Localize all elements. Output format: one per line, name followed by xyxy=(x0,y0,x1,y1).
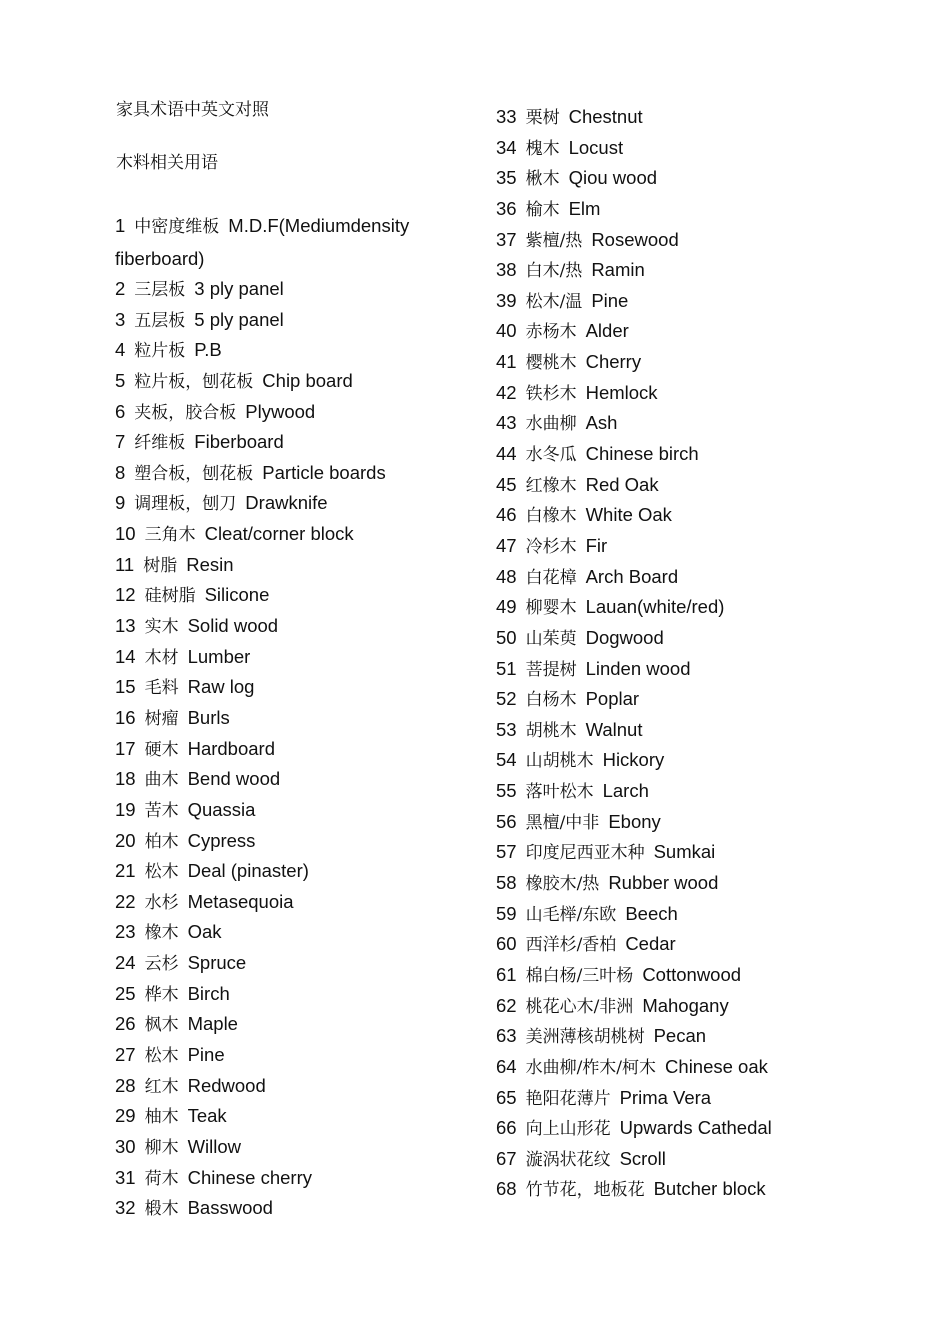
term-number: 44 xyxy=(496,443,517,465)
term-item xyxy=(115,550,455,581)
term-item xyxy=(115,979,455,1010)
term-item xyxy=(496,531,826,562)
term-item xyxy=(496,408,826,439)
term-item xyxy=(115,1009,455,1040)
term-number: 22 xyxy=(115,890,136,912)
term-item xyxy=(115,1132,455,1163)
term-number: 40 xyxy=(496,320,517,342)
term-chinese: 柳婴木 xyxy=(525,598,577,619)
term-item xyxy=(496,316,826,347)
term-item xyxy=(496,439,826,470)
term-english: P.B xyxy=(194,339,222,361)
term-number: 18 xyxy=(115,768,136,790)
term-english: Sumkai xyxy=(653,841,716,863)
term-item xyxy=(496,623,826,654)
term-number: 52 xyxy=(496,688,517,710)
term-english: Birch xyxy=(187,982,230,1004)
term-item xyxy=(115,1193,455,1224)
term-english: Chinese oak xyxy=(665,1055,768,1077)
term-english: Walnut xyxy=(585,718,643,740)
term-chinese: 印度尼西亚木种 xyxy=(525,843,645,864)
term-item xyxy=(115,856,455,887)
term-number: 65 xyxy=(496,1086,517,1108)
term-item xyxy=(496,500,826,531)
term-number: 33 xyxy=(496,106,517,127)
term-chinese: 粒片板，刨花板 xyxy=(134,371,254,392)
term-item xyxy=(115,580,455,611)
term-chinese: 冷杉木 xyxy=(525,536,577,557)
term-chinese: 樱桃木 xyxy=(525,353,577,374)
term-item xyxy=(115,703,455,734)
term-item xyxy=(496,194,826,225)
term-chinese: 纤维板 xyxy=(134,433,186,454)
term-english: Linden wood xyxy=(585,657,691,679)
term-english: Solid wood xyxy=(187,615,279,637)
term-chinese: 柏木 xyxy=(144,831,179,852)
term-number: 1 xyxy=(115,215,126,236)
term-chinese: 椴木 xyxy=(144,1199,179,1220)
term-number: 17 xyxy=(115,737,136,759)
term-chinese: 水曲柳/柞木/柯木 xyxy=(525,1057,657,1078)
term-chinese: 苦木 xyxy=(144,800,179,821)
term-chinese: 菩提树 xyxy=(525,659,577,680)
term-english: Cypress xyxy=(187,829,256,851)
term-chinese: 山毛榉/东欧 xyxy=(525,904,617,925)
term-english: Silicone xyxy=(204,584,270,606)
term-number: 35 xyxy=(496,167,517,189)
term-chinese: 白杨木 xyxy=(525,690,577,711)
term-chinese: 榆木 xyxy=(525,199,560,220)
term-chinese: 松木 xyxy=(144,1046,179,1067)
term-item xyxy=(496,1083,826,1114)
term-item xyxy=(496,1144,826,1175)
term-item xyxy=(496,1021,826,1052)
term-number: 48 xyxy=(496,565,517,587)
term-english: Mahogany xyxy=(642,994,729,1016)
term-item xyxy=(496,745,826,776)
term-item xyxy=(496,562,826,593)
term-chinese: 毛料 xyxy=(144,678,179,699)
term-english: Chestnut xyxy=(568,106,643,127)
term-chinese: 木材 xyxy=(144,647,179,668)
term-number: 41 xyxy=(496,351,517,373)
term-english: Basswood xyxy=(187,1197,273,1219)
term-chinese: 水曲柳 xyxy=(525,414,577,435)
term-chinese: 橡木 xyxy=(144,923,179,944)
term-chinese: 柳木 xyxy=(144,1137,179,1158)
term-number: 45 xyxy=(496,473,517,495)
term-item xyxy=(496,1174,826,1205)
term-chinese: 紫檀/热 xyxy=(525,230,583,251)
term-chinese: 桃花心木/非洲 xyxy=(525,996,634,1017)
term-number: 6 xyxy=(115,400,126,422)
term-number: 2 xyxy=(115,278,126,299)
term-number: 5 xyxy=(115,369,126,391)
term-item xyxy=(115,764,455,795)
term-number: 8 xyxy=(115,461,126,483)
term-number: 7 xyxy=(115,431,126,453)
term-english: 3 ply panel xyxy=(194,278,284,299)
term-number: 16 xyxy=(115,706,136,728)
term-chinese: 松木/温 xyxy=(525,291,583,312)
term-number: 43 xyxy=(496,412,517,434)
term-chinese: 五层板 xyxy=(134,310,186,331)
term-chinese: 调理板，刨刀 xyxy=(134,494,237,515)
term-item xyxy=(115,642,455,673)
term-english: Locust xyxy=(568,136,624,158)
term-item xyxy=(115,427,455,458)
term-item xyxy=(496,654,826,685)
term-chinese: 三角木 xyxy=(144,525,196,546)
term-number: 56 xyxy=(496,810,517,832)
term-item xyxy=(115,274,455,305)
term-item xyxy=(115,1163,455,1194)
term-english: Hardboard xyxy=(187,737,275,759)
term-english: Prima Vera xyxy=(619,1086,712,1108)
term-number: 32 xyxy=(115,1197,136,1219)
term-english: Burls xyxy=(187,706,230,728)
term-english: Larch xyxy=(602,780,649,802)
term-english: Hickory xyxy=(602,749,665,771)
term-number: 30 xyxy=(115,1135,136,1157)
term-item xyxy=(496,715,826,746)
term-list-left-column xyxy=(115,210,455,1224)
term-chinese: 橡胶木/热 xyxy=(525,874,600,895)
term-number: 63 xyxy=(496,1025,517,1047)
term-chinese: 山胡桃木 xyxy=(525,751,594,772)
term-item xyxy=(115,1071,455,1102)
term-english: Alder xyxy=(585,320,629,342)
term-chinese: 松木 xyxy=(144,862,179,883)
term-chinese: 红橡木 xyxy=(525,475,577,496)
term-number: 24 xyxy=(115,952,136,974)
term-number: 39 xyxy=(496,289,517,311)
term-number: 20 xyxy=(115,829,136,851)
document-title: 家具术语中英文对照 xyxy=(116,100,269,120)
term-english: Qiou wood xyxy=(568,167,658,189)
term-item xyxy=(115,519,455,550)
term-chinese: 漩涡状花纹 xyxy=(525,1149,611,1170)
term-number: 46 xyxy=(496,504,517,526)
term-english: M.D.F(Mediumdensity fiberboard) xyxy=(115,215,410,269)
term-english: Rosewood xyxy=(591,228,679,250)
term-item xyxy=(115,210,455,274)
term-item xyxy=(496,868,826,899)
term-english: Scroll xyxy=(619,1147,666,1169)
term-item xyxy=(115,734,455,765)
term-number: 29 xyxy=(115,1105,136,1127)
term-number: 38 xyxy=(496,259,517,281)
term-english: Redwood xyxy=(187,1074,266,1096)
term-number: 26 xyxy=(115,1013,136,1035)
term-item xyxy=(115,305,455,336)
term-chinese: 云杉 xyxy=(144,954,179,975)
term-number: 67 xyxy=(496,1147,517,1169)
term-chinese: 竹节花，地板花 xyxy=(525,1180,645,1201)
term-number: 4 xyxy=(115,339,126,361)
term-number: 57 xyxy=(496,841,517,863)
term-number: 15 xyxy=(115,676,136,698)
term-number: 12 xyxy=(115,584,136,606)
term-number: 14 xyxy=(115,645,136,667)
term-number: 60 xyxy=(496,933,517,955)
term-chinese: 白木/热 xyxy=(525,261,583,282)
term-chinese: 棉白杨/三叶杨 xyxy=(525,965,634,986)
term-english: Poplar xyxy=(585,688,640,710)
term-item xyxy=(115,488,455,519)
term-chinese: 硅树脂 xyxy=(144,586,196,607)
term-number: 23 xyxy=(115,921,136,943)
term-item xyxy=(496,347,826,378)
term-english: Beech xyxy=(625,902,678,924)
term-number: 19 xyxy=(115,798,136,820)
term-item xyxy=(115,1101,455,1132)
term-english: Maple xyxy=(187,1013,238,1035)
term-chinese: 白橡木 xyxy=(525,506,577,527)
term-chinese: 赤杨木 xyxy=(525,322,577,343)
term-number: 36 xyxy=(496,197,517,219)
term-chinese: 曲木 xyxy=(144,770,179,791)
term-item xyxy=(115,1040,455,1071)
term-english: Resin xyxy=(186,553,234,575)
term-number: 13 xyxy=(115,615,136,637)
term-chinese: 落叶松木 xyxy=(525,782,594,803)
term-english: 5 ply panel xyxy=(194,308,284,330)
term-item xyxy=(115,335,455,366)
term-chinese: 枫木 xyxy=(144,1015,179,1036)
term-english: Quassia xyxy=(187,798,256,820)
term-number: 68 xyxy=(496,1178,517,1200)
term-english: Upwards Cathedal xyxy=(619,1117,772,1139)
term-item xyxy=(115,887,455,918)
term-chinese: 树脂 xyxy=(143,555,178,576)
term-chinese: 水杉 xyxy=(144,892,179,913)
term-chinese: 桦木 xyxy=(144,984,179,1005)
term-item xyxy=(496,991,826,1022)
term-list-right-column xyxy=(496,102,826,1205)
term-english: Deal (pinaster) xyxy=(187,860,309,882)
term-english: White Oak xyxy=(585,504,672,526)
term-chinese: 黑檀/中非 xyxy=(525,812,600,833)
term-number: 47 xyxy=(496,534,517,556)
term-chinese: 夹板，胶合板 xyxy=(134,402,237,423)
term-number: 27 xyxy=(115,1044,136,1066)
term-english: Lumber xyxy=(187,645,251,667)
term-english: Lauan(white/red) xyxy=(585,596,725,618)
term-item xyxy=(115,917,455,948)
term-chinese: 硬木 xyxy=(144,739,179,760)
term-item xyxy=(496,684,826,715)
term-english: Bend wood xyxy=(187,768,281,790)
term-number: 25 xyxy=(115,982,136,1004)
term-english: Raw log xyxy=(187,676,255,698)
term-chinese: 栗树 xyxy=(525,108,560,128)
term-item xyxy=(496,1113,826,1144)
term-number: 64 xyxy=(496,1055,517,1077)
term-chinese: 荷木 xyxy=(144,1168,179,1189)
term-number: 62 xyxy=(496,994,517,1016)
term-item xyxy=(496,929,826,960)
term-english: Ash xyxy=(585,412,618,434)
term-number: 21 xyxy=(115,860,136,882)
term-number: 50 xyxy=(496,626,517,648)
term-item xyxy=(496,470,826,501)
term-english: Cherry xyxy=(585,351,642,373)
term-item xyxy=(496,255,826,286)
term-item xyxy=(496,807,826,838)
term-chinese: 西洋杉/香柏 xyxy=(525,935,617,956)
term-chinese: 柚木 xyxy=(144,1107,179,1128)
term-chinese: 三层板 xyxy=(134,280,186,300)
term-chinese: 实木 xyxy=(144,617,179,638)
term-item xyxy=(115,795,455,826)
term-item xyxy=(496,378,826,409)
term-english: Cleat/corner block xyxy=(204,523,354,545)
term-english: Drawknife xyxy=(245,492,328,514)
term-chinese: 美洲薄核胡桃树 xyxy=(525,1027,645,1048)
term-chinese: 中密度维板 xyxy=(134,217,220,237)
term-english: Oak xyxy=(187,921,222,943)
term-english: Spruce xyxy=(187,952,247,974)
term-item xyxy=(496,133,826,164)
term-chinese: 塑合板，刨花板 xyxy=(134,463,254,484)
term-english: Willow xyxy=(187,1135,242,1157)
term-item xyxy=(496,286,826,317)
term-item xyxy=(496,163,826,194)
term-item xyxy=(496,960,826,991)
term-number: 11 xyxy=(115,553,135,575)
term-chinese: 艳阳花薄片 xyxy=(525,1088,611,1109)
term-number: 28 xyxy=(115,1074,136,1096)
term-number: 66 xyxy=(496,1117,517,1139)
term-number: 10 xyxy=(115,523,136,545)
term-english: Butcher block xyxy=(653,1178,766,1200)
term-number: 55 xyxy=(496,780,517,802)
term-english: Chip board xyxy=(262,369,353,391)
term-number: 53 xyxy=(496,718,517,740)
term-item xyxy=(496,225,826,256)
term-number: 51 xyxy=(496,657,517,679)
term-chinese: 山茱萸 xyxy=(525,628,577,649)
term-item xyxy=(115,826,455,857)
term-number: 37 xyxy=(496,228,517,250)
term-item xyxy=(115,948,455,979)
term-item xyxy=(115,611,455,642)
term-english: Ebony xyxy=(608,810,661,832)
term-chinese: 白花樟 xyxy=(525,567,577,588)
term-english: Pecan xyxy=(653,1025,707,1047)
term-item xyxy=(496,1052,826,1083)
term-chinese: 红木 xyxy=(144,1076,179,1097)
term-english: Arch Board xyxy=(585,565,679,587)
term-item xyxy=(115,672,455,703)
term-item xyxy=(115,366,455,397)
term-number: 61 xyxy=(496,963,517,985)
term-english: Hemlock xyxy=(585,381,658,403)
term-english: Pine xyxy=(187,1044,225,1066)
term-item xyxy=(496,837,826,868)
term-item xyxy=(115,458,455,489)
term-english: Metasequoia xyxy=(187,890,294,912)
term-chinese: 树瘤 xyxy=(144,708,179,729)
term-chinese: 水冬瓜 xyxy=(525,445,577,466)
term-number: 31 xyxy=(115,1166,136,1188)
term-chinese: 槐木 xyxy=(525,138,560,159)
term-english: Plywood xyxy=(245,400,316,422)
term-number: 42 xyxy=(496,381,517,403)
term-item xyxy=(115,397,455,428)
term-chinese: 楸木 xyxy=(525,169,560,190)
term-item xyxy=(496,102,826,133)
term-chinese: 粒片板 xyxy=(134,341,186,362)
term-english: Chinese cherry xyxy=(187,1166,312,1188)
term-english: Chinese birch xyxy=(585,443,699,465)
term-chinese: 胡桃木 xyxy=(525,720,577,741)
term-chinese: 向上山形花 xyxy=(525,1119,611,1140)
term-item xyxy=(496,776,826,807)
term-number: 3 xyxy=(115,308,126,330)
term-english: Cedar xyxy=(625,933,676,955)
term-english: Cottonwood xyxy=(642,963,742,985)
term-english: Fiberboard xyxy=(194,431,284,453)
section-heading: 木料相关用语 xyxy=(116,153,218,173)
term-item xyxy=(496,592,826,623)
term-number: 59 xyxy=(496,902,517,924)
term-english: Particle boards xyxy=(262,461,386,483)
term-english: Red Oak xyxy=(585,473,659,495)
term-number: 54 xyxy=(496,749,517,771)
term-number: 58 xyxy=(496,872,517,894)
term-english: Pine xyxy=(591,289,629,311)
term-number: 49 xyxy=(496,596,517,618)
term-english: Dogwood xyxy=(585,626,664,648)
term-english: Ramin xyxy=(591,259,645,281)
term-english: Teak xyxy=(187,1105,227,1127)
term-chinese: 铁杉木 xyxy=(525,383,577,404)
term-number: 34 xyxy=(496,136,517,158)
term-english: Fir xyxy=(585,534,608,556)
term-english: Elm xyxy=(568,197,601,219)
term-number: 9 xyxy=(115,492,126,514)
term-item xyxy=(496,899,826,930)
term-english: Rubber wood xyxy=(608,872,719,894)
